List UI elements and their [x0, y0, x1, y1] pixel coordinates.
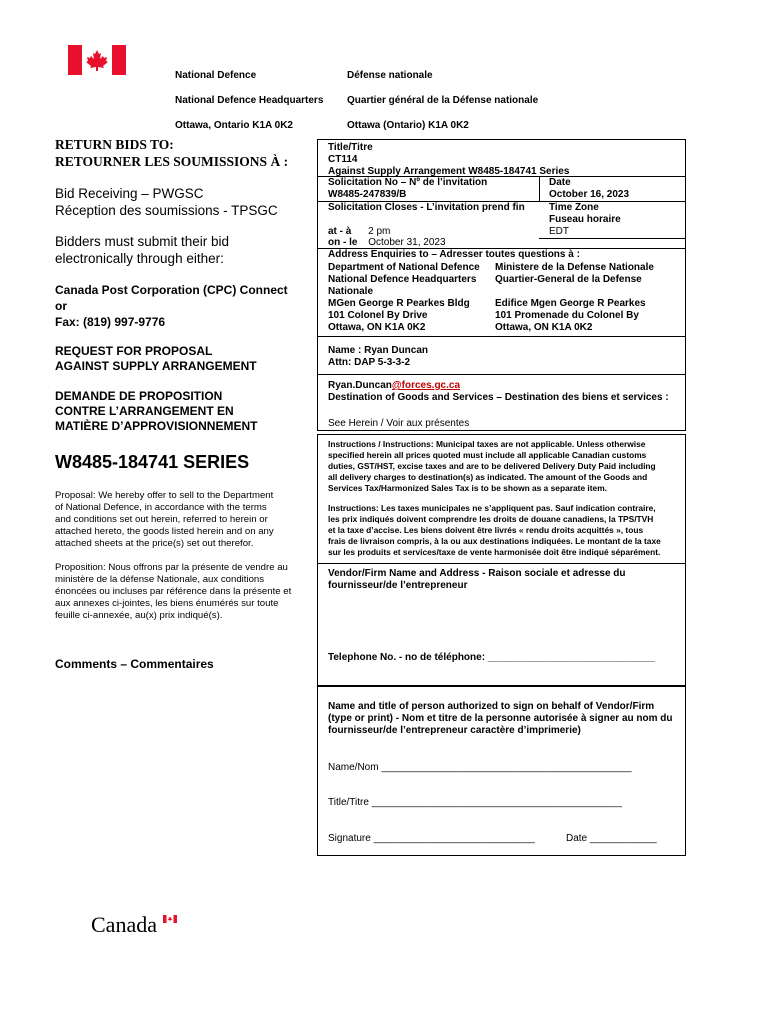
header-fr-line: Ottawa (Ontario) K1A 0K2: [347, 119, 469, 131]
vendor-box[interactable]: [317, 563, 686, 686]
instructions-french: [328, 503, 661, 558]
vendor-label-line: fournisseur/de l’entrepreneur: [328, 580, 468, 591]
date-cell: [539, 176, 685, 202]
fax-number: Fax: (819) 997-9776: [55, 315, 166, 329]
header-fr-line: Défense nationale: [347, 69, 433, 81]
instructions-fr-line: Instructions: Les taxes municipales ne s’appliquent pas. Sauf indication contraire,: [328, 503, 656, 513]
proposal-line: Proposal: We hereby offer to sell to the Department: [55, 490, 274, 501]
proposition-line: feuille ci-annexée, au(x) prix indiqué(s).: [55, 610, 223, 621]
on-label: on - le: [328, 237, 358, 248]
return-bids-heading: [55, 136, 288, 170]
title-code: CT114: [328, 154, 358, 165]
telephone-field[interactable]: Telephone No. - no de téléphone: ______________________________: [328, 652, 655, 663]
instructions-en-line: specified herein all prices quoted must include all applicable Canadian customs: [328, 450, 647, 460]
instructions-box: [317, 434, 686, 564]
address-fr-line: 101 Promenade du Colonel By: [495, 310, 639, 321]
proposition-line: énoncées ou incluses par référence dans la présente et: [55, 586, 292, 597]
enquiries-label: Address Enquiries to – Adresser toutes questions à :: [328, 249, 580, 260]
or-text: or: [55, 299, 67, 313]
contact-name: Name : Ryan Duncan: [328, 345, 429, 356]
proposal-line: attached sheets at the price(s) set out therefor.: [55, 538, 254, 549]
address-french: [495, 262, 654, 334]
solicitation-info-box: [317, 139, 686, 431]
demande-line: DEMANDE DE PROPOSITION: [55, 389, 223, 403]
instructions-fr-line: frais de livraison compris, à la ou aux destinations indiquées. Le montant de la taxe: [328, 536, 661, 546]
proposition-text: [55, 562, 291, 622]
address-en-line: MGen George R Pearkes Bldg: [328, 298, 470, 309]
authorized-label-line: (type or print) - Nom et titre de la personne autorisée à signer au nom du: [328, 713, 673, 724]
proposition-line: Proposition: Nous offrons par la présente de vendre au: [55, 562, 288, 573]
vendor-label: [328, 568, 626, 592]
return-bids-en: RETURN BIDS TO:: [55, 137, 174, 152]
rfp-line: REQUEST FOR PROPOSAL: [55, 344, 213, 358]
cpc-connect-text: Canada Post Corporation (CPC) Connect: [55, 283, 288, 297]
address-en-line: Ottawa, ON K1A 0K2: [328, 322, 426, 333]
instructions-fr-line: et la taxe d’accise. Les biens doivent être livrés « rendu droits acquittés », tous: [328, 525, 644, 535]
header-en-line: Ottawa, Ontario K1A 0K2: [175, 119, 293, 131]
address-fr-line: Quartier-General de la Defense: [495, 274, 642, 285]
title-label: Title/Titre: [328, 142, 373, 153]
divider: [318, 374, 685, 375]
email-user: Ryan.Duncan: [328, 380, 392, 391]
bidders-line: electronically through either:: [55, 251, 224, 266]
proposal-line: attached hereto, the goods listed herein and on any: [55, 526, 274, 537]
header-fr-line: Quartier général de la Défense nationale: [347, 94, 539, 106]
return-bids-fr: RETOURNER LES SOUMISSIONS À :: [55, 154, 289, 169]
timezone-label: Time Zone: [549, 202, 599, 213]
sol-no-label: Solicitation No – Nº de l’invitation: [328, 177, 488, 188]
divider: [318, 336, 685, 337]
bidders-instruction: [55, 233, 229, 267]
proposition-line: ministère de la défense Nationale, aux conditions: [55, 574, 265, 585]
header-french-address: [347, 57, 538, 145]
instructions-en-line: Instructions / Instructions: Municipal taxes are not applicable. Unless otherwise: [328, 439, 646, 449]
rfp-line: AGAINST SUPPLY ARRANGEMENT: [55, 359, 257, 373]
date-label: Date: [549, 177, 571, 188]
address-en-line: Nationale: [328, 286, 374, 297]
proposal-line: and conditions set out herein, referred to herein or: [55, 514, 268, 525]
sol-no-cell: [318, 176, 540, 202]
title-field[interactable]: Title/Titre _____________________________________________: [328, 797, 622, 808]
header-english-address: [175, 57, 323, 145]
contact-email[interactable]: [328, 380, 460, 392]
bid-receiving-en: Bid Receiving – PWGSC: [55, 186, 204, 201]
instructions-en-line: all delivery charges to destination(s) as indicated. The amount of the Goods and: [328, 472, 648, 482]
destination-value: See Herein / Voir aux présentes: [328, 418, 470, 429]
instructions-en-line: Services Tax/Harmonized Sales Tax is to be shown as a separate item.: [328, 483, 607, 493]
timezone-label-fr: Fuseau horaire: [549, 214, 621, 225]
vendor-label-line: Vendor/Firm Name and Address - Raison sociale et adresse du: [328, 568, 626, 579]
address-fr-line: Ministere de la Defense Nationale: [495, 262, 654, 273]
bid-receiving: [55, 185, 278, 219]
contact-attn: Attn: DAP 5-3-3-2: [328, 357, 411, 368]
on-value: October 31, 2023: [368, 237, 446, 248]
at-label: at - à: [328, 226, 352, 237]
bidders-line: Bidders must submit their bid: [55, 234, 230, 249]
date-field[interactable]: Date ____________: [566, 833, 657, 844]
name-field[interactable]: Name/Nom _____________________________________________: [328, 762, 632, 773]
title-description: Against Supply Arrangement W8485-184741 Series: [328, 166, 570, 177]
at-value: 2 pm: [368, 226, 391, 237]
comments-label: Comments – Commentaires: [55, 657, 214, 671]
header-en-line: National Defence: [175, 69, 257, 81]
timezone-value: EDT: [549, 226, 569, 237]
sol-no-value: W8485-247839/B: [328, 189, 407, 200]
submission-methods: [55, 282, 288, 330]
destination-label: Destination of Goods and Services – Destination des biens et services :: [328, 392, 669, 403]
title-block: [328, 142, 569, 178]
authorized-label-line: fournisseur/de l’entrepreneur caractère d’imprimerie): [328, 725, 581, 736]
bid-receiving-fr: Réception des soumissions - TPSGC: [55, 203, 278, 218]
authorized-person-label: [328, 701, 673, 737]
closes-label: Solicitation Closes - L’invitation prend fin: [328, 202, 525, 213]
address-fr-line: [495, 286, 654, 298]
instructions-en-line: duties, GST/HST, excise taxes and are to be delivered Delivery Duty Paid including: [328, 461, 656, 471]
canada-wordmark: [91, 912, 157, 938]
demande-line: MATIÈRE D’APPROVISIONNEMENT: [55, 419, 258, 433]
authorized-label-line: Name and title of person authorized to sign on behalf of Vendor/Firm: [328, 701, 655, 712]
demande-heading: [55, 389, 257, 434]
proposal-text: [55, 490, 274, 550]
header-en-line: National Defence Headquarters: [175, 94, 324, 106]
address-en-line: National Defence Headquarters: [328, 274, 477, 285]
address-fr-line: Edifice Mgen George R Pearkes: [495, 298, 646, 309]
address-en-line: Department of National Defence: [328, 262, 480, 273]
address-en-line: 101 Colonel By Drive: [328, 310, 428, 321]
email-link[interactable]: @forces.gc.ca: [391, 380, 461, 391]
instructions-fr-line: sur les produits et services/taxe de vente harmonisée doit être indiqué séparément.: [328, 547, 661, 557]
address-english: [328, 262, 480, 334]
series-title: W8485-184741 SERIES: [55, 452, 250, 472]
canada-flag-logo: [68, 45, 126, 75]
address-fr-line: Ottawa, ON K1A 0K2: [495, 322, 593, 333]
rfp-heading: [55, 344, 257, 374]
wordmark-flag-icon: [163, 915, 177, 923]
date-value: October 16, 2023: [549, 189, 630, 200]
demande-line: CONTRE L’ARRANGEMENT EN: [55, 404, 234, 418]
proposition-line: aux annexes ci-jointes, les biens énumérés sur toute: [55, 598, 279, 609]
timezone-cell: [539, 200, 685, 239]
proposal-line: of National Defence, in accordance with the terms: [55, 502, 267, 513]
instructions-fr-line: les prix indiqués doivent comprendre les droits de douane canadiens, la TPS/TVH: [328, 514, 654, 524]
canada-wordmark-text: Canada: [91, 912, 157, 937]
signature-field[interactable]: Signature _____________________________: [328, 833, 535, 844]
signatory-box[interactable]: [317, 686, 686, 856]
instructions-english: [328, 439, 656, 494]
